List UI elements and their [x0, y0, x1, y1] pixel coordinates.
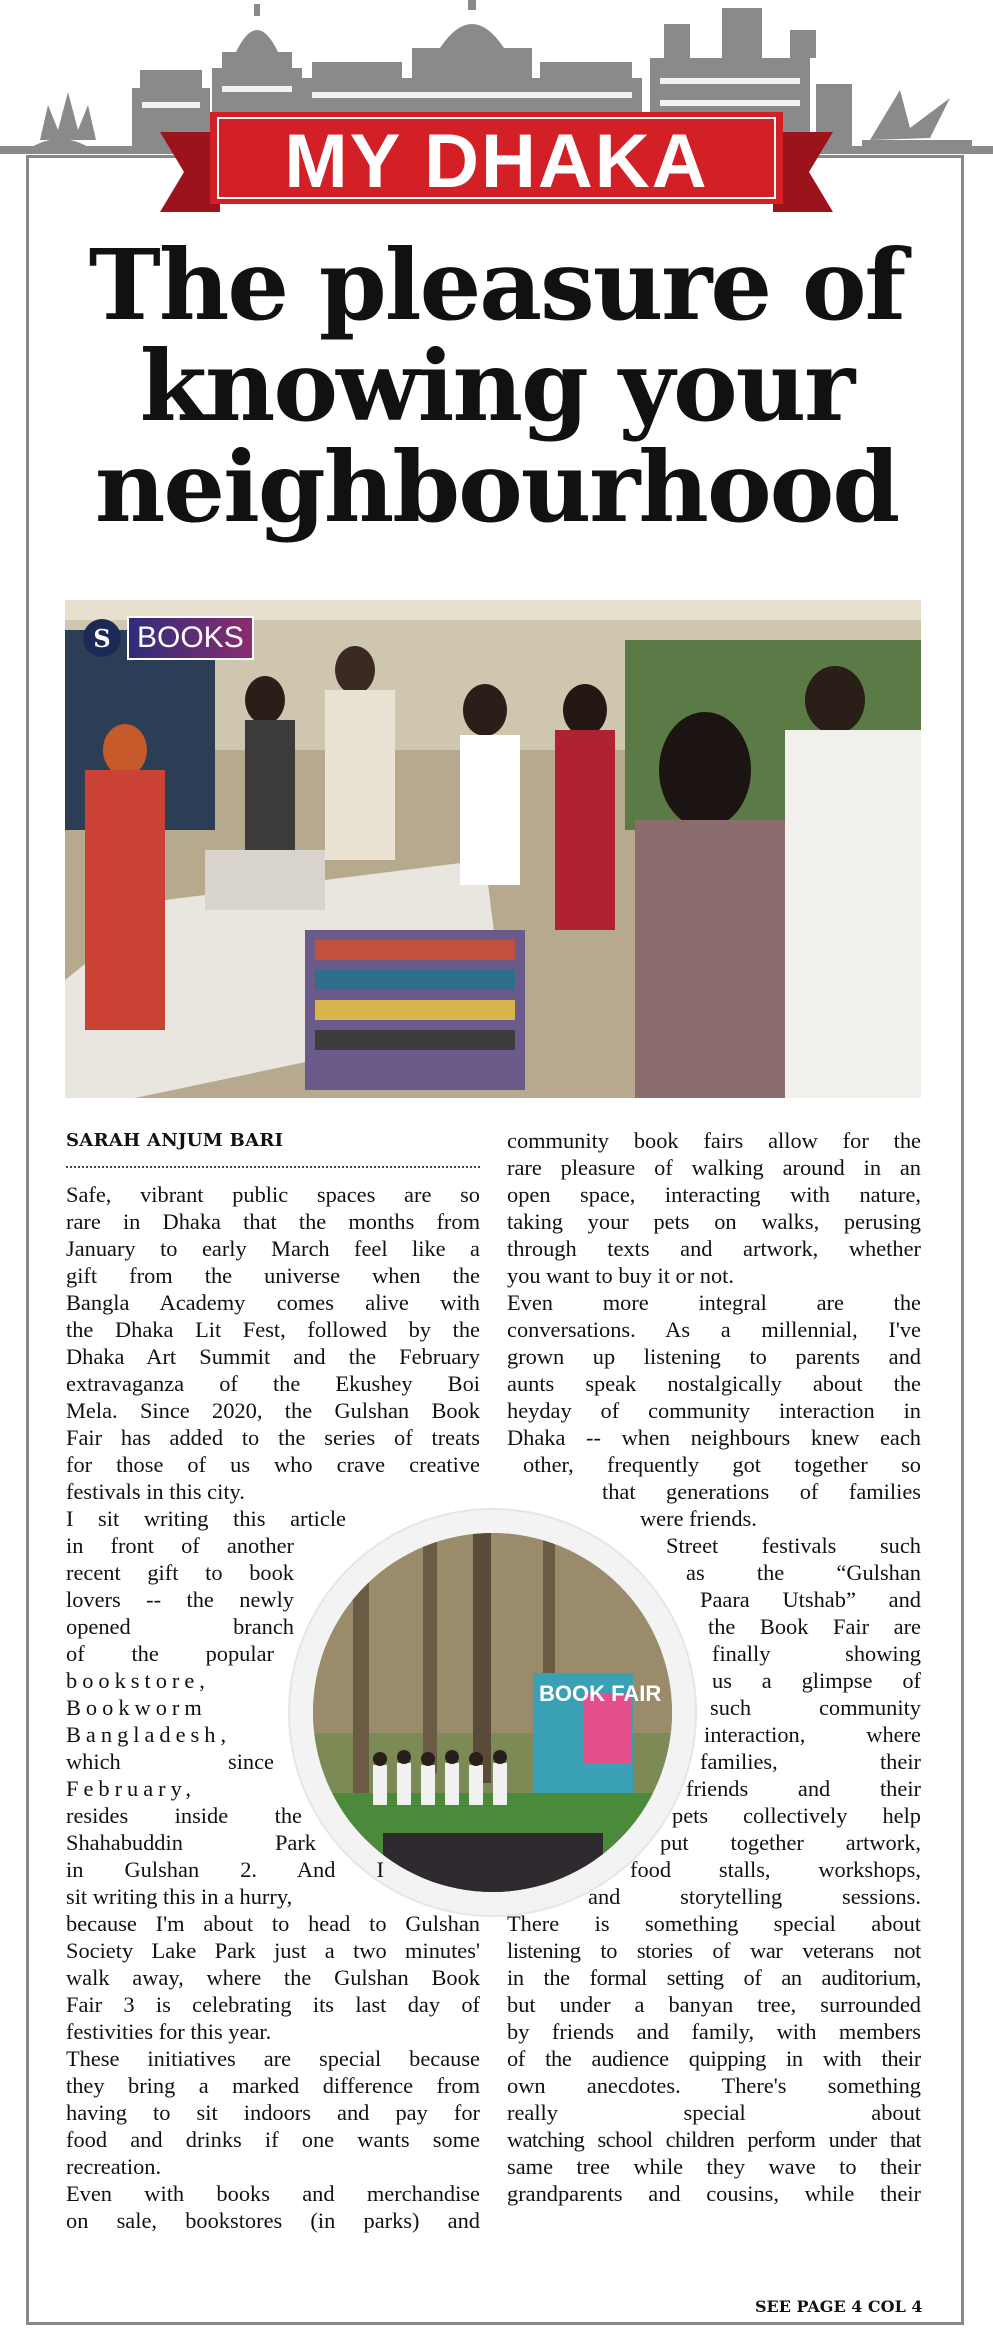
- books-label: BOOKS: [127, 616, 254, 660]
- col2-line: conversations. As a millennial, I've: [507, 1317, 921, 1342]
- col1-line: resides inside the: [66, 1803, 302, 1828]
- col1-line: Bangladesh,: [66, 1722, 232, 1747]
- col1-line: Shahabuddin Park: [66, 1830, 316, 1855]
- col1-line: Society Lake Park just a two minutes': [66, 1938, 480, 1963]
- col2-line: through texts and artwork, whether: [507, 1236, 921, 1261]
- headline: [60, 228, 933, 544]
- col1-line: Safe, vibrant public spaces are so: [66, 1182, 480, 1207]
- col2-line: families, their: [700, 1749, 921, 1774]
- col2-line: by friends and family, with members: [507, 2019, 921, 2044]
- col2-line: heyday of community interaction in: [507, 1398, 921, 1423]
- headline-line-3: neighbourhood: [94, 430, 899, 544]
- book-fair-photo: [65, 600, 921, 1098]
- col1-line: having to sit indoors and pay for: [66, 2100, 480, 2125]
- col2-line: watching school children perform under that: [507, 2127, 921, 2152]
- byline-divider: [66, 1166, 480, 1168]
- col2-line: other, frequently got together so: [523, 1452, 921, 1477]
- col2-line: aunts speak nostalgically about the: [507, 1371, 921, 1396]
- col2-line: open space, interacting with nature,: [507, 1182, 921, 1207]
- col1-line: because I'm about to head to Gulshan: [66, 1911, 480, 1936]
- col1-line: on sale, bookstores (in parks) and: [66, 2208, 480, 2233]
- col1-line: Fair 3 is celebrating its last day of: [66, 1992, 480, 2017]
- col1-line: Even with books and merchandise: [66, 2181, 480, 2206]
- col2-line: were friends.: [640, 1506, 757, 1531]
- col2-line: friends and their: [686, 1776, 921, 1801]
- col1-line: of the popular: [66, 1641, 274, 1666]
- col2-line: as the “Gulshan: [686, 1560, 921, 1585]
- col1-line: I sit writing this article: [66, 1506, 346, 1531]
- col1-line: extravaganza of the Ekushey Boi: [66, 1371, 480, 1396]
- col2-line: grown up listening to parents and: [507, 1344, 921, 1369]
- col2-line: own anecdotes. There's something: [507, 2073, 921, 2098]
- col1-line: gift from the universe when the: [66, 1263, 480, 1288]
- inset-sign-text: BOOK FAIR: [539, 1681, 662, 1706]
- col2-line: Paara Utshab” and: [700, 1587, 921, 1612]
- col1-line: lovers -- the newly: [66, 1587, 294, 1612]
- col2-line: pets collectively help: [672, 1803, 921, 1828]
- col1-line: for those of us who crave creative: [66, 1452, 480, 1477]
- col2-line: put together artwork,: [660, 1830, 921, 1855]
- continuation-note: SEE PAGE 4 COL 4: [755, 2297, 923, 2316]
- col2-line: listening to stories of war veterans not: [507, 1938, 921, 1963]
- col1-line: Dhaka Art Summit and the February: [66, 1344, 480, 1369]
- col2-line: Dhaka -- when neighbours knew each: [507, 1425, 921, 1450]
- byline: SARAH ANJUM BARI: [66, 1130, 284, 1151]
- col1-line: in front of another: [66, 1533, 294, 1558]
- headline-line-2: knowing your: [139, 329, 854, 443]
- col1-line: Bookworm: [66, 1695, 207, 1720]
- col2-line: same tree while they wave to their: [507, 2154, 921, 2179]
- col2-line: taking your pets on walks, perusing: [507, 1209, 921, 1234]
- col1-line: These initiatives are special because: [66, 2046, 480, 2071]
- col2-line: food stalls, workshops,: [630, 1857, 921, 1882]
- col2-line: finally showing: [712, 1641, 921, 1666]
- col1-line: they bring a marked difference from: [66, 2073, 480, 2098]
- col1-line: recreation.: [66, 2154, 162, 2179]
- col1-line: rare in Dhaka that the months from: [66, 1209, 480, 1234]
- col2-line: you want to buy it or not.: [507, 1263, 735, 1288]
- col1-line: bookstore,: [66, 1668, 210, 1693]
- col1-line: in Gulshan 2. And I: [66, 1857, 384, 1882]
- col2-line: grandparents and cousins, while their: [507, 2181, 921, 2206]
- col1-line: food and drinks if one wants some: [66, 2127, 480, 2152]
- col2-line: in the formal setting of an auditorium,: [507, 1965, 921, 1990]
- star-logo-icon: S: [83, 619, 121, 657]
- col1-line: Fair has added to the series of treats: [66, 1425, 480, 1450]
- col2-line: the Book Fair are: [708, 1614, 921, 1639]
- col1-line: sit writing this in a hurry,: [66, 1884, 293, 1909]
- col1-line: opened branch: [66, 1614, 294, 1639]
- col2-line: Even more integral are the: [507, 1290, 921, 1315]
- col2-line: and storytelling sessions.: [588, 1884, 921, 1909]
- col2-line: such community: [710, 1695, 921, 1720]
- col2-line: community book fairs allow for the: [507, 1128, 921, 1153]
- col2-line: Street festivals such: [666, 1533, 921, 1558]
- col2-line: really special about: [507, 2100, 921, 2125]
- section-title: MY DHAKA: [284, 119, 709, 204]
- col2-line: rare pleasure of walking around in an: [507, 1155, 921, 1180]
- col1-line: Mela. Since 2020, the Gulshan Book: [66, 1398, 480, 1423]
- inset-photo: [313, 1533, 672, 1892]
- col2-line: interaction, where: [704, 1722, 921, 1747]
- col1-line: Bangla Academy comes alive with: [66, 1290, 480, 1315]
- col1-line: the Dhaka Lit Fest, followed by the: [66, 1317, 480, 1342]
- col2-line: of the audience quipping in with their: [507, 2046, 921, 2071]
- col1-line: festivals in this city.: [66, 1479, 245, 1504]
- col1-line: festivities for this year.: [66, 2019, 272, 2044]
- col1-line: January to early March feel like a: [66, 1236, 480, 1261]
- col1-line: which since: [66, 1749, 274, 1774]
- books-section-badge: [83, 617, 254, 659]
- col1-line: walk away, where the Gulshan Book: [66, 1965, 480, 1990]
- col1-line: recent gift to book: [66, 1560, 294, 1585]
- col1-line: February,: [66, 1776, 196, 1801]
- col2-line: but under a banyan tree, surrounded: [507, 1992, 921, 2017]
- headline-line-1: The pleasure of: [88, 228, 905, 342]
- col2-line: us a glimpse of: [712, 1668, 921, 1693]
- col2-line: that generations of families: [602, 1479, 921, 1504]
- col2-line: There is something special about: [507, 1911, 921, 1936]
